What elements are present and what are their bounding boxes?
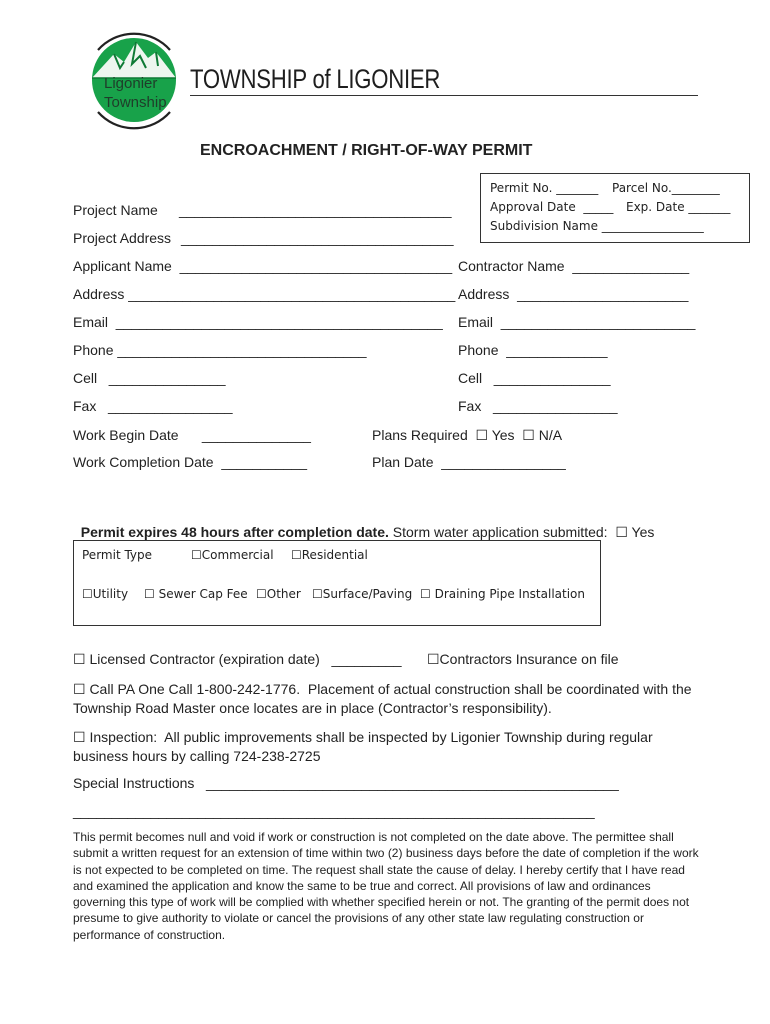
other-checkbox[interactable]: ☐Other [256, 587, 301, 601]
pa-one-call-text-line2: Township Road Master once locates are in place (Contractor’s responsibility). [73, 700, 552, 716]
permit-type-label: Permit Type [82, 548, 153, 562]
expiry-notice [73, 508, 654, 541]
applicant-fax-field[interactable]: Fax ________________ [73, 398, 233, 414]
subdivision-name-field[interactable]: Subdivision Name _________________ [490, 219, 704, 233]
contractor-name-field[interactable]: Contractor Name _______________ [458, 258, 690, 274]
inspection-checkbox[interactable]: ☐ Inspection: All public improvements shall be inspected by Ligonier Township during regular [73, 729, 653, 745]
logo-text-ligonier: Ligonier [104, 75, 158, 92]
special-instructions-line2[interactable]: ___________________________________________________________________ [73, 803, 595, 819]
special-instructions-field[interactable]: Special Instructions _____________________________________________________ [73, 775, 619, 791]
parcel-no-field[interactable]: Parcel No.________ [612, 181, 720, 195]
plan-date-field[interactable]: Plan Date ________________ [372, 454, 566, 470]
project-name-label: Project Name [73, 202, 158, 218]
applicant-phone-field[interactable]: Phone ________________________________ [73, 342, 367, 358]
project-address-label: Project Address [73, 230, 172, 246]
applicant-name-field[interactable]: Applicant Name ___________________________________ [73, 258, 453, 274]
contractor-address-field[interactable]: Address ______________________ [458, 286, 689, 302]
utility-checkbox[interactable]: ☐Utility [82, 587, 129, 601]
contractor-phone-field[interactable]: Phone _____________ [458, 342, 608, 358]
sewer-cap-fee-checkbox[interactable]: ☐ Sewer Cap Fee [144, 587, 248, 601]
storm-water-checkbox[interactable]: Storm water application submitted: ☐ Yes [388, 524, 655, 540]
applicant-address-field[interactable]: Address __________________________________________ [73, 286, 456, 302]
title-rule [190, 95, 698, 96]
licensed-contractor-checkbox[interactable]: ☐ Licensed Contractor (expiration date) _________ [73, 651, 402, 667]
project-address-line[interactable]: ___________________________________ [181, 230, 454, 246]
permit-no-field[interactable]: Permit No. _______ [490, 181, 599, 195]
applicant-email-field[interactable]: Email __________________________________________ [73, 314, 443, 330]
exp-date-field[interactable]: Exp. Date _______ [626, 200, 731, 214]
contractors-insurance-checkbox[interactable]: ☐Contractors Insurance on file [427, 651, 619, 667]
work-begin-date-field[interactable]: Work Begin Date ______________ [73, 427, 311, 443]
draining-pipe-checkbox[interactable]: ☐ Draining Pipe Installation [420, 587, 585, 601]
work-completion-date-field[interactable]: Work Completion Date ___________ [73, 454, 308, 470]
inspection-text-line2: business hours by calling 724-238-2725 [73, 748, 321, 764]
project-name-line[interactable]: ___________________________________ [179, 202, 452, 218]
contractor-fax-field[interactable]: Fax ________________ [458, 398, 618, 414]
commercial-checkbox[interactable]: ☐Commercial [191, 548, 274, 562]
terms-paragraph: This permit becomes null and void if work or construction is not completed on the date above. The permittee shall submit a written request for an extension of time within two (2) business days before the date of completion if the work is not expected to be completed on time. The request shall state the cause of delay. I hereby certify that I have read and examined the application and know the same to be true and correct. All provisions of law and ordinances governing this type of work will be complied with whether specified herein or not. The granting of the permit does not presume to give authority to violate or cancel the provisions of any other state law regulating construction or performance of construction. [73, 830, 699, 942]
township-title: TOWNSHIP of LIGONIER [190, 64, 441, 94]
contractor-cell-field[interactable]: Cell _______________ [458, 370, 611, 386]
logo-text-township: Township [104, 94, 167, 111]
plans-required-checkboxes[interactable]: Plans Required ☐ Yes ☐ N/A [372, 427, 563, 443]
pa-one-call-checkbox[interactable]: ☐ Call PA One Call 1-800-242-1776. Placement of actual construction shall be coordinated with the [73, 681, 692, 697]
residential-checkbox[interactable]: ☐Residential [291, 548, 368, 562]
form-title: ENCROACHMENT / RIGHT-OF-WAY PERMIT [200, 142, 533, 159]
approval-date-field[interactable]: Approval Date _____ [490, 200, 614, 214]
expiry-notice-bold: Permit expires 48 hours after completion date. [80, 524, 389, 540]
applicant-cell-field[interactable]: Cell _______________ [73, 370, 226, 386]
contractor-email-field[interactable]: Email _________________________ [458, 314, 696, 330]
surface-paving-checkbox[interactable]: ☐Surface/Paving [312, 587, 413, 601]
